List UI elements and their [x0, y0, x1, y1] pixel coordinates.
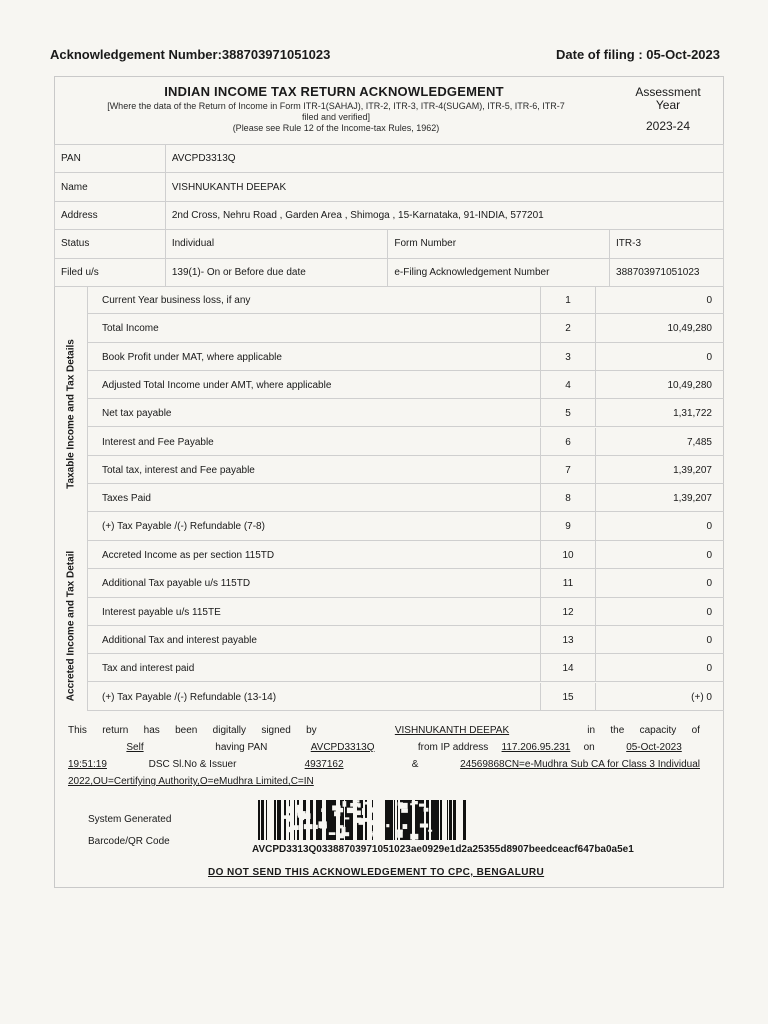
subtitle-line-2: filed and verified] — [301, 112, 371, 122]
row-description: Adjusted Total Income under AMT, where applicable — [102, 379, 332, 391]
row-number: 6 — [540, 428, 596, 455]
sig-word: has — [143, 725, 160, 736]
row-description: Taxes Paid — [102, 493, 151, 505]
row-description: Additional Tax payable u/s 115TD — [102, 578, 251, 590]
address-value: 2nd Cross, Nehru Road , Garden Area , Shimoga , 15-Karnataka, 91-INDIA, 577201 — [165, 201, 723, 229]
row-description: (+) Tax Payable /(-) Refundable (13-14) — [102, 691, 277, 703]
row-value: 10,49,280 — [667, 323, 712, 335]
dsc-number: 4937162 — [304, 759, 344, 770]
capacity-value: Self — [126, 742, 144, 753]
row-value: 0 — [706, 634, 712, 646]
row-value: 1,31,722 — [673, 408, 712, 420]
row-description: Interest and Fee Payable — [102, 436, 214, 448]
sig-word: in — [587, 725, 596, 736]
sig-word: been — [175, 725, 198, 736]
barcode-hash: AVCPD3313Q03388703971051023ae0929e1d2a25355d8907beedceacf647ba0a5e1 — [252, 844, 634, 855]
row-number: 13 — [540, 626, 596, 653]
row-description: (+) Tax Payable /(-) Refundable (7-8) — [102, 521, 265, 533]
row-description: Book Profit under MAT, where applicable — [102, 351, 282, 363]
acknowledgement-number: Acknowledgement Number:388703971051023 — [50, 47, 331, 62]
assessment-year-label-1: Assessment — [635, 85, 701, 99]
address-label: Address — [55, 201, 166, 229]
row-number: 2 — [540, 314, 596, 341]
dsc-issuer-1: 24569868CN=e-Mudhra Sub CA for Class 3 Individual — [460, 759, 700, 770]
row-value: 0 — [706, 295, 712, 306]
efiling-ack-label: e-Filing Acknowledgement Number — [388, 258, 610, 286]
row-value: 0 — [706, 521, 712, 533]
sign-time: 19:51:19 — [68, 759, 107, 770]
pan-label: PAN — [55, 145, 166, 173]
filing-date: Date of filing : 05-Oct-2023 — [556, 47, 720, 62]
accreted-income-section — [54, 541, 724, 711]
table-row — [88, 399, 724, 427]
system-generated-label — [88, 809, 171, 853]
pan-row — [55, 145, 724, 173]
row-number: 4 — [540, 371, 596, 398]
status-label: Status — [55, 230, 166, 258]
signer-name: VISHNUKANTH DEEPAK — [394, 725, 510, 736]
table-row — [88, 654, 724, 682]
assessment-year-label-2: Year — [655, 98, 681, 112]
name-value: VISHNUKANTH DEEPAK — [165, 173, 723, 201]
taxable-side-text: Taxable Income and Tax Details — [65, 338, 76, 489]
row-value: 0 — [706, 550, 712, 561]
having-pan-label: having PAN — [215, 742, 268, 753]
row-description: Total tax, interest and Fee payable — [102, 464, 255, 476]
form-number-label: Form Number — [388, 230, 610, 258]
table-row — [88, 286, 724, 314]
row-number: 10 — [540, 541, 596, 568]
row-description: Total Income — [102, 323, 159, 335]
signature-statement — [68, 722, 700, 790]
row-value: 0 — [706, 606, 712, 618]
status-row — [55, 230, 724, 258]
barcode-label: Barcode/QR Code — [88, 836, 170, 847]
row-number: 7 — [540, 456, 596, 483]
subtitle-line-3: (Please see Rule 12 of the Income-tax Rules, 1962) — [232, 123, 440, 133]
row-value: 0 — [706, 663, 712, 675]
row-description: Tax and interest paid — [102, 663, 195, 675]
row-number: 11 — [540, 569, 596, 596]
on-label: on — [583, 742, 595, 753]
from-ip-label: from IP address — [417, 742, 489, 753]
filed-label: Filed u/s — [55, 258, 166, 286]
taxpayer-info-table — [54, 144, 724, 287]
taxable-income-section — [54, 286, 724, 541]
filed-value: 139(1)- On or Before due date — [165, 258, 388, 286]
table-row — [88, 456, 724, 484]
row-number: 14 — [540, 654, 596, 681]
table-row — [88, 683, 724, 711]
row-value: 7,485 — [686, 436, 712, 448]
table-row — [88, 598, 724, 626]
table-row — [88, 569, 724, 597]
row-description: Net tax payable — [102, 408, 172, 420]
row-value: 1,39,207 — [673, 464, 712, 476]
row-description: Additional Tax and interest payable — [102, 634, 257, 646]
sig-word: This — [68, 725, 87, 736]
table-row — [88, 343, 724, 371]
table-row — [88, 484, 724, 512]
sign-date: 05-Oct-2023 — [626, 742, 682, 753]
table-row — [88, 626, 724, 654]
sig-word: return — [102, 725, 129, 736]
barcode-image — [258, 800, 468, 840]
top-bar — [50, 47, 720, 67]
row-number: 8 — [540, 484, 596, 511]
sig-word: of — [691, 725, 700, 736]
row-value: 0 — [706, 351, 712, 363]
signature-line-4 — [68, 773, 700, 790]
sig-word: the — [610, 725, 625, 736]
form-number-value: ITR-3 — [610, 230, 724, 258]
row-number: 5 — [540, 399, 596, 426]
signer-pan: AVCPD3313Q — [310, 742, 375, 753]
row-description: Interest payable u/s 115TE — [102, 606, 221, 618]
pan-value: AVCPD3313Q — [165, 145, 723, 173]
row-value: 0 — [706, 578, 712, 590]
sig-word: capacity — [639, 725, 677, 736]
signature-line-3 — [68, 756, 700, 773]
row-description: Current Year business loss, if any — [102, 295, 251, 306]
row-number: 3 — [540, 343, 596, 370]
dsc-issuer-2: 2022,OU=Certifying Authority,O=eMudhra Limited,C=IN — [68, 776, 314, 787]
assessment-year-label — [620, 86, 716, 112]
accreted-side-label — [54, 541, 88, 711]
table-row — [88, 314, 724, 342]
row-number: 15 — [540, 683, 596, 710]
name-label: Name — [55, 173, 166, 201]
row-value: 1,39,207 — [673, 493, 712, 505]
status-value: Individual — [165, 230, 388, 258]
table-row — [88, 371, 724, 399]
row-number: 12 — [540, 598, 596, 625]
row-description: Accreted Income as per section 115TD — [102, 550, 275, 561]
row-number: 9 — [540, 512, 596, 539]
name-row — [55, 173, 724, 201]
assessment-year-value: 2023-24 — [645, 119, 691, 133]
table-row — [88, 512, 724, 540]
dsc-label: DSC Sl.No & Issuer — [148, 759, 237, 770]
table-row — [88, 428, 724, 456]
taxable-side-label — [54, 286, 88, 541]
sys-gen-text: System Generated — [88, 814, 172, 825]
sig-word: digitally — [212, 725, 247, 736]
ampersand: & — [411, 759, 419, 770]
do-not-send-notice: DO NOT SEND THIS ACKNOWLEDGEMENT TO CPC, BENGALURU — [208, 867, 545, 878]
efiling-ack-value: 388703971051023 — [610, 258, 724, 286]
signature-line-1 — [68, 722, 700, 739]
signature-line-2 — [68, 739, 700, 756]
sig-word: signed — [261, 725, 291, 736]
document-header — [54, 76, 724, 144]
page-title: INDIAN INCOME TAX RETURN ACKNOWLEDGEMENT — [164, 84, 504, 99]
filed-row — [55, 258, 724, 286]
address-row — [55, 201, 724, 229]
table-row — [88, 541, 724, 569]
accreted-side-text: Accreted Income and Tax Detail — [65, 550, 76, 702]
page-subtitle — [60, 101, 612, 134]
row-value: (+) 0 — [691, 691, 712, 703]
row-value: 10,49,280 — [667, 379, 712, 391]
subtitle-line-1: [Where the data of the Return of Income in Form ITR-1(SAHAJ), ITR-2, ITR-3, ITR-4(SUGAM), ITR-5, ITR-6, ITR-7 — [107, 101, 565, 111]
ip-address: 117.206.95.231 — [501, 742, 571, 753]
row-number: 1 — [540, 286, 596, 313]
sig-word: by — [306, 725, 317, 736]
